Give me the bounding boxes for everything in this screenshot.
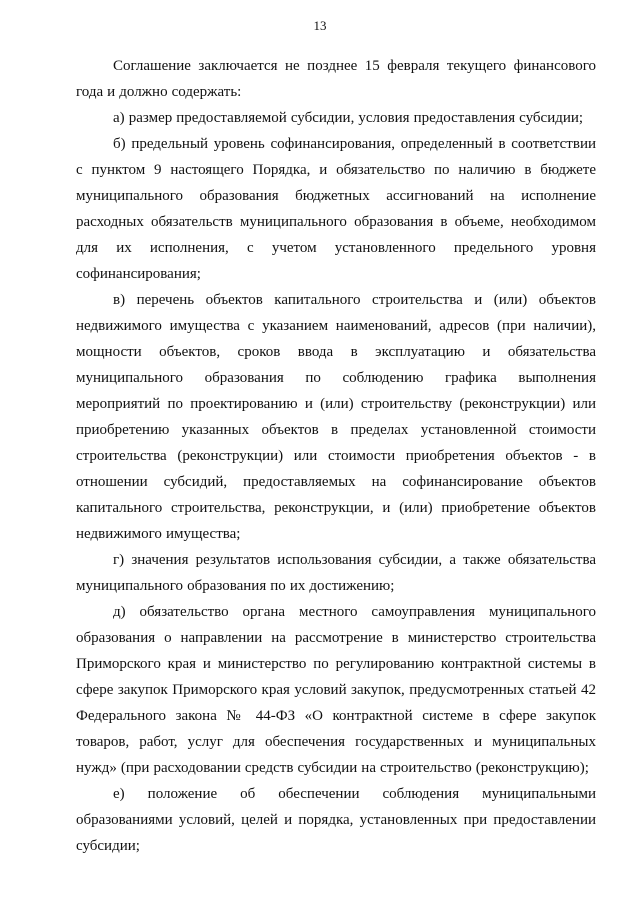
paragraph-item-v: в) перечень объектов капитального строительства и (или) объектов недвижимого имущества с указанием наименований, адресов (при наличии), мощности объектов, сроков ввода в эксплуатацию и обязательства муниципального образования по соблюдению графика выполнения мероприятий по проектированию и (или) строительству (реконструкции) или приобретению указанных объектов в пределах установленной стоимости строительства (реконструкции) или стоимости приобретения объектов - в отношении субсидий, предоставляемых на софинансирование объектов капитального строительства, реконструкции, и (или) приобретение объектов недвижимого имущества; xyxy=(76,292,596,542)
paragraph-item-d: д) обязательство органа местного самоуправления муниципального образования о направлении на рассмотрение в министерство строительства Приморского края и министерство по регулированию контрактной системы в сфере закупок Приморского края условий закупок, предусмотренных статьей 42 Федерального закона № 44-ФЗ «О контрактной системе в сфере закупок товаров, работ, услуг для обеспечения государственных и муниципальных нужд» (при расходовании средств субсидии на строительство (реконструкцию); xyxy=(76,604,596,776)
paragraph-item-b: б) предельный уровень софинансирования, определенный в соответствии с пунктом 9 настоящего Порядка, и обязательство по наличию в бюджете муниципального образования бюджетных ассигнований на исполнение расходных обязательств муниципального образования в объеме, необходимом для их исполнения, с учетом установленного предельного уровня софинансирования; xyxy=(76,136,596,282)
paragraph-item-a: а) размер предоставляемой субсидии, условия предоставления субсидии; xyxy=(113,110,584,126)
paragraph-item-e: е) положение об обеспечении соблюдения муниципальными образованиями условий, целей и порядка, установленных при предоставлении субсидии; xyxy=(76,786,596,854)
page-number: 13 xyxy=(313,18,327,33)
paragraph-intro: Соглашение заключается не позднее 15 февраля текущего финансового года и должно содержать: xyxy=(76,58,596,100)
paragraph-item-g: г) значения результатов использования субсидии, а также обязательства муниципального образования по их достижению; xyxy=(76,552,596,594)
document-body xyxy=(76,53,596,859)
